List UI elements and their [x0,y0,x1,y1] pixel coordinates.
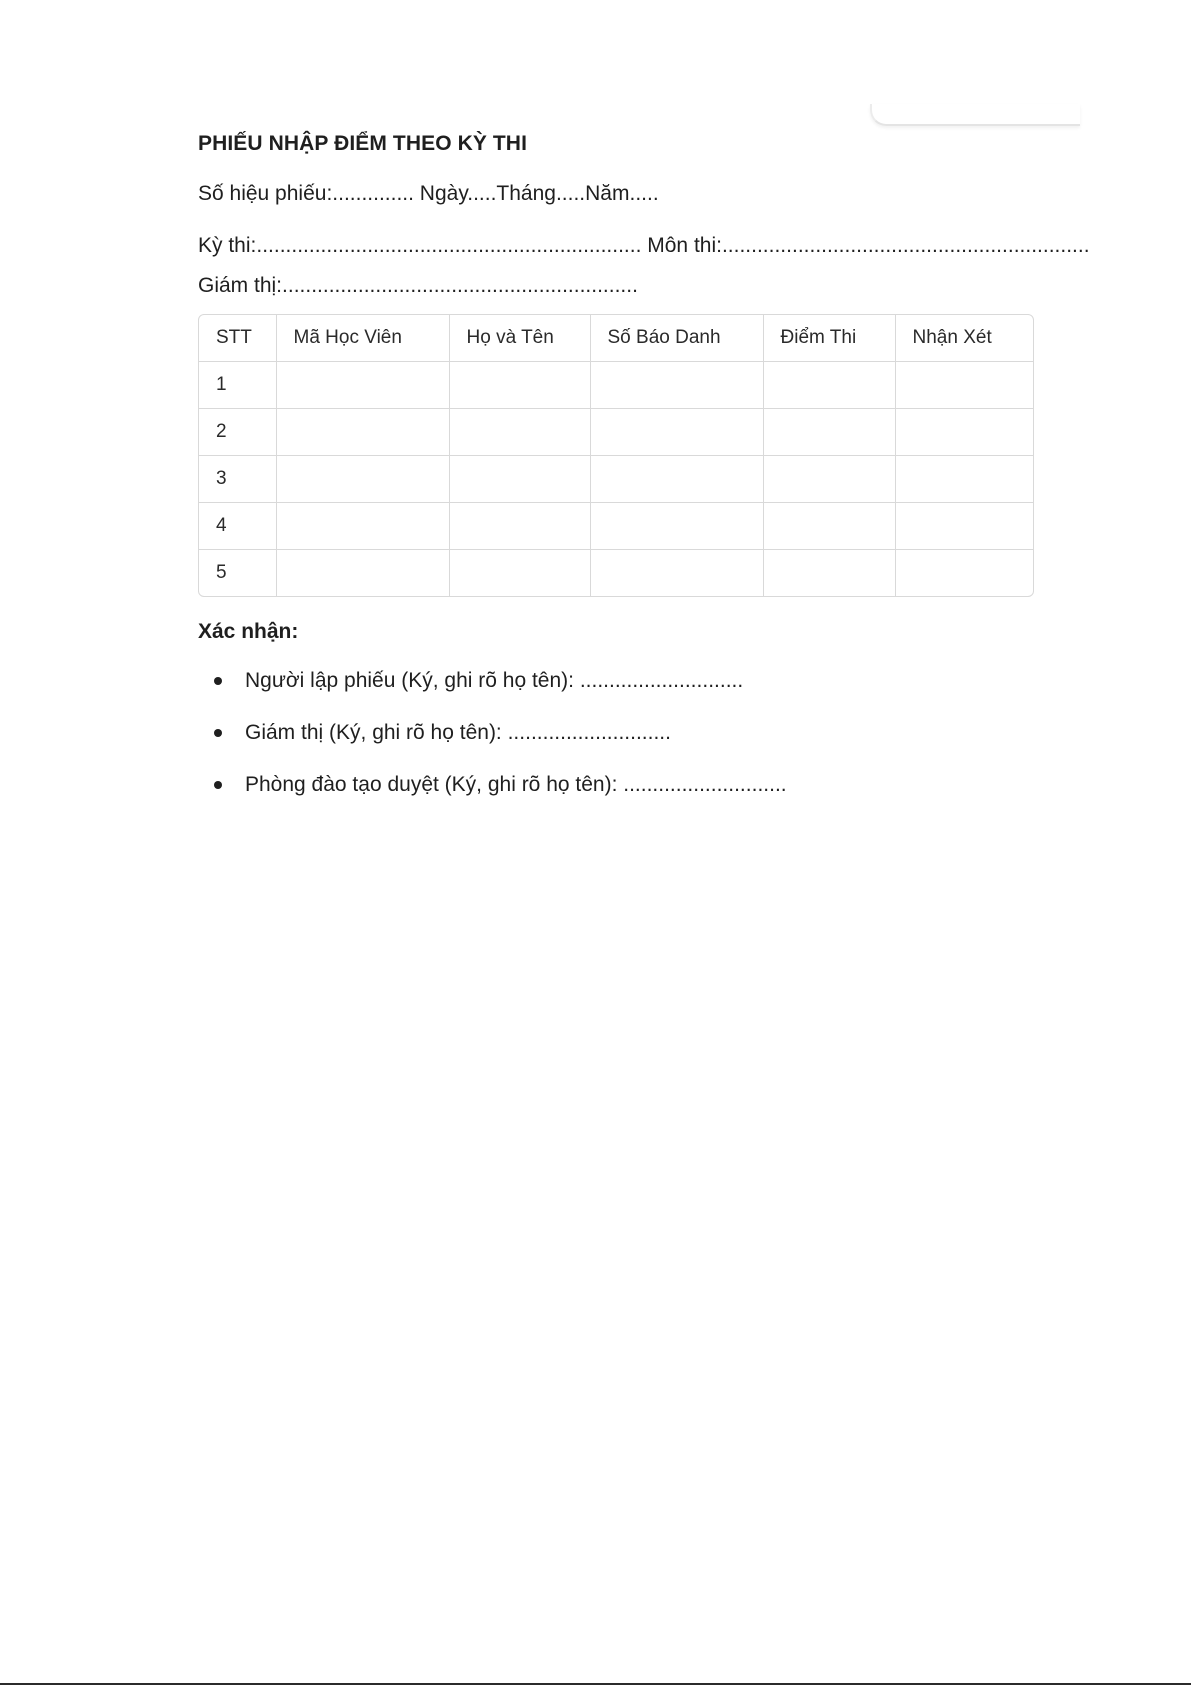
table-row [199,503,1033,550]
confirmation-list [198,666,1033,800]
table-cell-exam-score [763,409,895,456]
table-cell-exam-score [763,503,895,550]
form-number-date-line: Số hiệu phiếu:.............. Ngày.....Tháng.....Năm..... [198,182,659,205]
page-corner-decoration [870,104,1080,126]
table-cell-remarks [895,409,1033,456]
bullet-icon [214,781,222,789]
document-title: PHIẾU NHẬP ĐIỂM THEO KỲ THI [198,132,528,155]
table-cell-full-name [449,456,590,503]
table-cell-stt: 1 [199,362,276,409]
table-row [199,550,1033,597]
table-cell-student-id [276,550,449,597]
table-cell-full-name [449,550,590,597]
table-cell-candidate-number [590,409,763,456]
table-cell-full-name [449,409,590,456]
table-header-row [199,315,1033,362]
table-cell-exam-score [763,456,895,503]
table-cell-exam-score [763,550,895,597]
list-item [198,770,1033,800]
signature-line-training-office: Phòng đào tạo duyệt (Ký, ghi rõ họ tên): ............................ [245,773,787,796]
table-row [199,456,1033,503]
table-cell-student-id [276,503,449,550]
proctor-line: Giám thị:............................................................. [198,274,638,297]
table-cell-student-id [276,362,449,409]
table-cell-stt: 5 [199,550,276,597]
table-cell-remarks [895,550,1033,597]
score-table [198,314,1034,597]
list-item [198,718,1033,748]
list-item [198,666,1033,696]
table-cell-stt: 4 [199,503,276,550]
document-page [198,128,1090,822]
table-cell-remarks [895,456,1033,503]
table-cell-candidate-number [590,550,763,597]
confirmation-heading: Xác nhận: [198,620,299,643]
column-header-exam-score: Điểm Thi [763,315,895,362]
column-header-student-id: Mã Học Viên [276,315,449,362]
table-row [199,362,1033,409]
bullet-icon [214,729,222,737]
table-cell-stt: 3 [199,456,276,503]
signature-line-form-creator: Người lập phiếu (Ký, ghi rõ họ tên): ............................ [245,669,744,692]
column-header-stt: STT [199,315,276,362]
table-cell-candidate-number [590,456,763,503]
column-header-full-name: Họ và Tên [449,315,590,362]
table-cell-student-id [276,456,449,503]
table-cell-remarks [895,503,1033,550]
exam-subject-line: Kỳ thi:.................................................................. Môn thi:............................................................... [198,234,1090,257]
table-cell-exam-score [763,362,895,409]
table-cell-student-id [276,409,449,456]
table-cell-stt: 2 [199,409,276,456]
bullet-icon [214,677,222,685]
column-header-remarks: Nhận Xét [895,315,1033,362]
table-row [199,409,1033,456]
table-cell-full-name [449,362,590,409]
table-cell-full-name [449,503,590,550]
table-cell-candidate-number [590,362,763,409]
column-header-candidate-number: Số Báo Danh [590,315,763,362]
table-cell-candidate-number [590,503,763,550]
signature-line-proctor: Giám thị (Ký, ghi rõ họ tên): ............................ [245,721,671,744]
table-cell-remarks [895,362,1033,409]
